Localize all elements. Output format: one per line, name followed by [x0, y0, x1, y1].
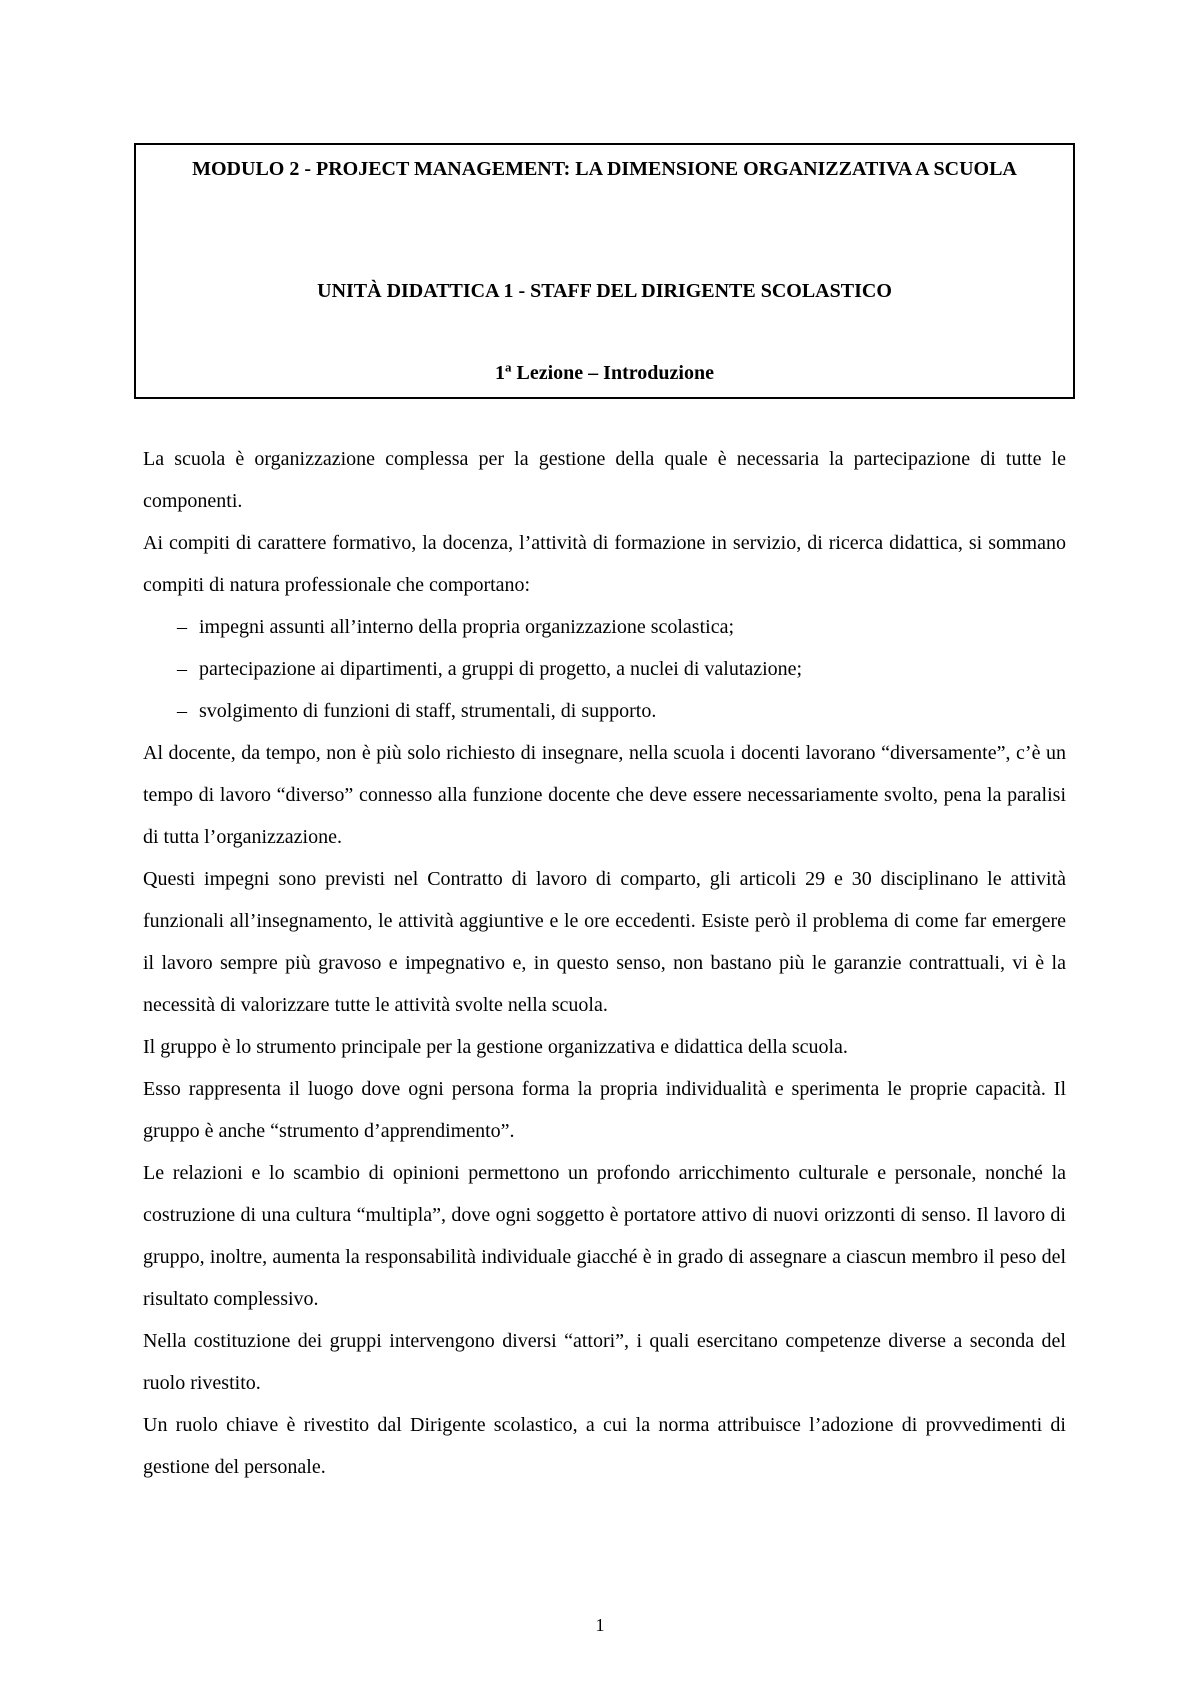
list-item	[177, 690, 1066, 732]
bullet-dash: –	[177, 616, 187, 638]
document-body	[143, 438, 1066, 1488]
module-title: MODULO 2 - PROJECT MANAGEMENT: LA DIMENSIONE ORGANIZZATIVA A SCUOLA	[192, 158, 1017, 180]
paragraph-6: Esso rappresenta il luogo dove ogni persona forma la propria individualità e sperimenta le proprie capacità. Il gruppo è anche “strumento d’apprendimento”.	[143, 1078, 1066, 1142]
list-item-text: impegni assunti all’interno della propria organizzazione scolastica;	[199, 616, 734, 638]
paragraph-5: Il gruppo è lo strumento principale per la gestione organizzativa e didattica della scuola.	[143, 1036, 848, 1058]
list-item	[177, 648, 1066, 690]
paragraph-4: Questi impegni sono previsti nel Contratto di lavoro di comparto, gli articoli 29 e 30 disciplinano le attività funzionali all’insegnamento, le attività aggiuntive e le ore eccedenti. Esiste però il problema di come far emergere il lavoro sempre più gravoso e impegnativo e, in questo senso, non bastano più le garanzie contrattuali, vi è la necessità di valorizzare tutte le attività svolte nella scuola.	[143, 868, 1066, 1016]
bullet-dash: –	[177, 658, 187, 680]
page-number: 1	[595, 1615, 605, 1635]
lesson-title	[146, 352, 1063, 394]
paragraph-3: Al docente, da tempo, non è più solo richiesto di insegnare, nella scuola i docenti lavorano “diversamente”, c’è un tempo di lavoro “diverso” connesso alla funzione docente che deve essere necessariamente svolto, pena la paralisi di tutta l’organizzazione.	[143, 742, 1066, 848]
list-item	[177, 606, 1066, 648]
bullet-list	[143, 606, 1066, 732]
lesson-ordinal: a	[505, 359, 512, 375]
paragraph-2: Ai compiti di carattere formativo, la docenza, l’attività di formazione in servizio, di ricerca didattica, si sommano compiti di natura professionale che comportano:	[143, 532, 1066, 596]
title-box	[134, 143, 1075, 399]
bullet-dash: –	[177, 700, 187, 722]
lesson-name: Lezione – Introduzione	[511, 362, 714, 384]
unit-title: UNITÀ DIDATTICA 1 - STAFF DEL DIRIGENTE SCOLASTICO	[317, 280, 892, 302]
list-item-text: svolgimento di funzioni di staff, strumentali, di supporto.	[199, 700, 657, 722]
paragraph-9: Un ruolo chiave è rivestito dal Dirigente scolastico, a cui la norma attribuisce l’adozione di provvedimenti di gestione del personale.	[143, 1414, 1066, 1478]
paragraph-8: Nella costituzione dei gruppi intervengono diversi “attori”, i quali esercitano competenze diverse a seconda del ruolo rivestito.	[143, 1330, 1066, 1394]
list-item-text: partecipazione ai dipartimenti, a gruppi di progetto, a nuclei di valutazione;	[199, 658, 803, 680]
paragraph-7: Le relazioni e lo scambio di opinioni permettono un profondo arricchimento culturale e personale, nonché la costruzione di una cultura “multipla”, dove ogni soggetto è portatore attivo di nuovi orizzonti di senso. Il lavoro di gruppo, inoltre, aumenta la responsabilità individuale giacché è in grado di assegnare a ciascun membro il peso del risultato complessivo.	[143, 1162, 1066, 1310]
paragraph-1: La scuola è organizzazione complessa per la gestione della quale è necessaria la partecipazione di tutte le componenti.	[143, 448, 1066, 512]
lesson-number: 1	[495, 362, 506, 384]
